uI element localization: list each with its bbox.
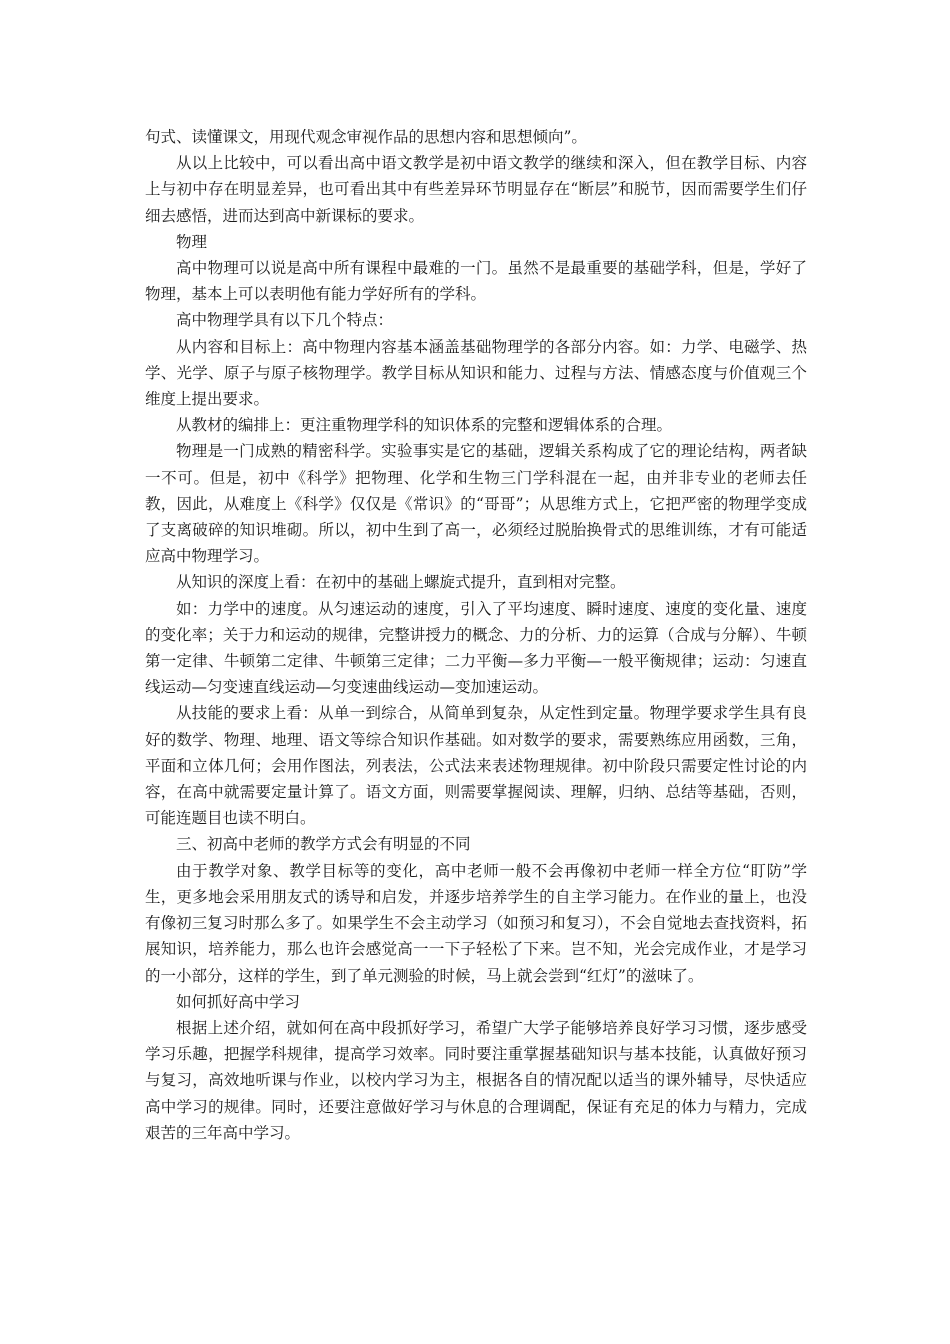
- heading-how-to-study: 如何抓好高中学习: [176, 992, 301, 1011]
- paragraph-continuation: 句式、读懂课文，用现代观念审视作品的思想内容和思想倾向”。: [145, 128, 587, 146]
- document-body: [145, 124, 807, 1146]
- paragraph-content-goals: 从内容和目标上：高中物理内容基本涵盖基础物理学的各部分内容。如：力学、电磁学、热学、光学、原子与原子核物理学。教学目标从知识和能力、过程与方法、情感态度与价值观三个维度上提出要求。: [145, 337, 807, 409]
- heading-physics: 物理: [176, 232, 208, 251]
- paragraph-teaching-methods: 由于教学对象、教学目标等的变化，高中老师一般不会再像初中老师一样全方位“盯防”学生，更多地会采用朋友式的诱导和启发，并逐步培养学生的自主学习能力。在作业的量上，也没有像初三复习时那么多了。如果学生不会主动学习（如预习和复习），不会自觉地去查找资料，拓展知识，培养能力，那么也许会感觉高一一下子轻松了下来。岂不知，光会完成作业，才是学习的一小部分，这样的学生，到了单元测验的时候，马上就会尝到“红灯”的滋味了。: [145, 861, 807, 985]
- paragraph-textbook: 从教材的编排上：更注重物理学科的知识体系的完整和逻辑体系的合理。: [176, 416, 673, 435]
- paragraph-chinese-comparison: 从以上比较中，可以看出高中语文教学是初中语文教学的继续和深入，但在教学目标、内容上与初中存在明显差异，也可看出其中有些差异环节明显存在“断层”和脱节，因而需要学生们仔细去感悟，进而达到高中新课标的要求。: [145, 154, 807, 225]
- paragraph-velocity-example: 如：力学中的速度。从匀速运动的速度，引入了平均速度、瞬时速度、速度的变化量、速度的变化率；关于力和运动的规律，完整讲授力的概念、力的分析、力的运算（合成与分解）、牛顿第一定律、牛顿第二定律、牛顿第三定律；二力平衡—多力平衡—一般平衡规律；运动：匀速直线运动—匀变速直线运动—匀变速曲线运动—变加速运动。: [145, 599, 807, 697]
- paragraph-physics-features: 高中物理学具有以下几个特点：: [176, 311, 394, 330]
- paragraph-knowledge-depth: 从知识的深度上看：在初中的基础上螺旋式提升，直到相对完整。: [176, 573, 626, 592]
- paragraph-conclusion: 根据上述介绍，就如何在高中段抓好学习，希望广大学子能够培养良好学习习惯，逐步感受学习乐趣，把握学科规律，提高学习效率。同时要注重掌握基础知识与基本技能，认真做好预习与复习，高效地听课与作业，以校内学习为主，根据各自的情况配以适当的课外辅导，尽快适应高中学习的规律。同时，还要注意做好学习与休息的合理调配，保证有充足的体力与精力，完成艰苦的三年高中学习。: [145, 1018, 807, 1142]
- heading-teaching-methods: 三、初高中老师的教学方式会有明显的不同: [176, 835, 471, 854]
- paragraph-physics-intro: 高中物理可以说是高中所有课程中最难的一门。虽然不是最重要的基础学科，但是，学好了物理，基本上可以表明他有能力学好所有的学科。: [145, 259, 807, 304]
- paragraph-precise-science: 物理是一门成熟的精密科学。实验事实是它的基础，逻辑关系构成了它的理论结构，两者缺一不可。但是，初中《科学》把物理、化学和生物三门学科混在一起，由并非专业的老师去任教，因此，从难度上《科学》仅仅是《常识》的“哥哥”；从思维方式上，它把严密的物理学变成了支离破碎的知识堆砌。所以，初中生到了高一，必须经过脱胎换骨式的思维训练，才有可能适应高中物理学习。: [145, 442, 807, 566]
- paragraph-skill-requirements: 从技能的要求上看：从单一到综合，从简单到复杂，从定性到定量。物理学要求学生具有良好的数学、物理、地理、语文等综合知识作基础。如对数学的要求，需要熟练应用函数，三角，平面和立体几何；会用作图法，列表法，公式法来表述物理规律。初中阶段只需要定性讨论的内容，在高中就需要定量计算了。语文方面，则需要掌握阅读、理解，归纳、总结等基础，否则，可能连题目也读不明白。: [145, 704, 807, 828]
